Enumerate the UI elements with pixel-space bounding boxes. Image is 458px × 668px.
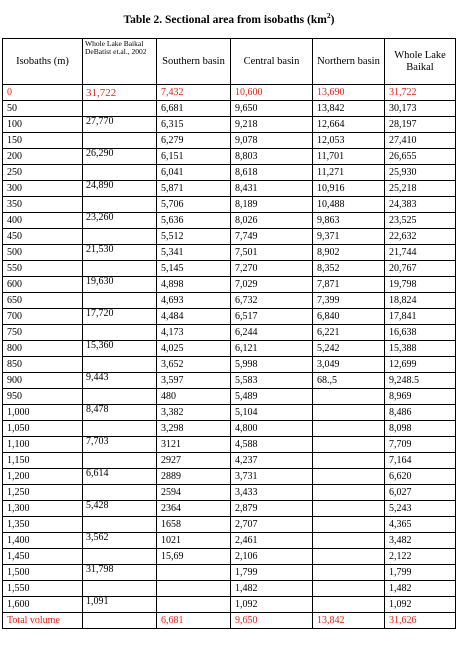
table-row: [3, 565, 456, 581]
isobath-cell: 900: [3, 373, 83, 389]
table-row: [3, 533, 456, 549]
whole-lake-cell: 15,388: [385, 341, 456, 357]
northern-cell: 13,842: [313, 613, 385, 629]
whole-lake-cell: 12,699: [385, 357, 456, 373]
table-row: [3, 85, 456, 101]
whole-lake-cell: 8,098: [385, 421, 456, 437]
southern-cell: 5,871: [157, 181, 231, 197]
isobath-cell: 550: [3, 261, 83, 277]
northern-cell: [313, 549, 385, 565]
isobath-cell: 850: [3, 357, 83, 373]
debatist-cell: 27,770: [83, 117, 157, 133]
central-cell: 8,431: [231, 181, 313, 197]
southern-cell: 6,041: [157, 165, 231, 181]
southern-cell: 2927: [157, 453, 231, 469]
central-cell: 2,879: [231, 501, 313, 517]
southern-cell: [157, 597, 231, 613]
whole-lake-cell: 17,841: [385, 309, 456, 325]
debatist-cell: 15,360: [83, 341, 157, 357]
southern-cell: 4,693: [157, 293, 231, 309]
table-row: [3, 597, 456, 613]
southern-cell: 6,151: [157, 149, 231, 165]
whole-lake-cell: 21,744: [385, 245, 456, 261]
debatist-cell: 1,091: [83, 597, 157, 613]
southern-cell: 480: [157, 389, 231, 405]
central-cell: 9,650: [231, 613, 313, 629]
whole-lake-cell: 23,525: [385, 213, 456, 229]
debatist-cell: [83, 229, 157, 245]
debatist-cell: 8,478: [83, 405, 157, 421]
table-row: [3, 165, 456, 181]
southern-cell: 6,681: [157, 101, 231, 117]
southern-cell: 1021: [157, 533, 231, 549]
table-row: [3, 181, 456, 197]
northern-cell: 10,916: [313, 181, 385, 197]
southern-cell: 3,298: [157, 421, 231, 437]
northern-cell: 8,352: [313, 261, 385, 277]
isobath-cell: 200: [3, 149, 83, 165]
southern-cell: 5,341: [157, 245, 231, 261]
whole-lake-cell: 1,092: [385, 597, 456, 613]
central-cell: 7,029: [231, 277, 313, 293]
central-cell: 4,800: [231, 421, 313, 437]
isobath-cell: 1,100: [3, 437, 83, 453]
whole-lake-cell: 30,173: [385, 101, 456, 117]
debatist-cell: [83, 101, 157, 117]
southern-cell: [157, 565, 231, 581]
isobath-cell: 0: [3, 85, 83, 101]
southern-cell: 5,512: [157, 229, 231, 245]
isobath-cell: 1,050: [3, 421, 83, 437]
southern-cell: 5,636: [157, 213, 231, 229]
southern-cell: 3,652: [157, 357, 231, 373]
isobath-cell: Total volume: [3, 613, 83, 629]
table-body: [3, 85, 456, 629]
table-row: [3, 133, 456, 149]
isobath-cell: 1,600: [3, 597, 83, 613]
debatist-cell: [83, 197, 157, 213]
isobath-cell: 1,000: [3, 405, 83, 421]
southern-cell: 2594: [157, 485, 231, 501]
debatist-cell: 17,720: [83, 309, 157, 325]
table-row: [3, 549, 456, 565]
northern-cell: 7,399: [313, 293, 385, 309]
southern-cell: 6,315: [157, 117, 231, 133]
table-row: [3, 277, 456, 293]
northern-cell: 12,664: [313, 117, 385, 133]
isobath-cell: 1,150: [3, 453, 83, 469]
table-title: [0, 11, 458, 26]
table-row: [3, 197, 456, 213]
debatist-cell: [83, 517, 157, 533]
northern-cell: [313, 405, 385, 421]
northern-cell: 13,842: [313, 101, 385, 117]
isobath-cell: 300: [3, 181, 83, 197]
isobath-cell: 950: [3, 389, 83, 405]
table-row: [3, 357, 456, 373]
central-cell: 1,799: [231, 565, 313, 581]
table-row: [3, 421, 456, 437]
debatist-cell: 31,798: [83, 565, 157, 581]
central-cell: 5,489: [231, 389, 313, 405]
central-cell: 7,749: [231, 229, 313, 245]
debatist-cell: [83, 133, 157, 149]
central-cell: 3,433: [231, 485, 313, 501]
southern-cell: 7,432: [157, 85, 231, 101]
northern-cell: 3,049: [313, 357, 385, 373]
debatist-cell: [83, 613, 157, 629]
table-row: [3, 245, 456, 261]
southern-cell: 15,69: [157, 549, 231, 565]
northern-cell: 7,871: [313, 277, 385, 293]
southern-cell: 3,597: [157, 373, 231, 389]
table-row: [3, 373, 456, 389]
southern-cell: 6,279: [157, 133, 231, 149]
northern-cell: [313, 501, 385, 517]
isobath-cell: 1,300: [3, 501, 83, 517]
table-row: [3, 581, 456, 597]
northern-cell: 13,690: [313, 85, 385, 101]
debatist-cell: [83, 325, 157, 341]
header-central-basin: Central basin: [231, 39, 313, 85]
whole-lake-cell: 6,027: [385, 485, 456, 501]
whole-lake-cell: 27,410: [385, 133, 456, 149]
isobath-cell: 100: [3, 117, 83, 133]
isobath-cell: 450: [3, 229, 83, 245]
isobath-cell: 1,550: [3, 581, 83, 597]
table-row: [3, 213, 456, 229]
whole-lake-cell: 25,218: [385, 181, 456, 197]
southern-cell: 5,706: [157, 197, 231, 213]
whole-lake-cell: 4,365: [385, 517, 456, 533]
debatist-cell: [83, 549, 157, 565]
header-row: [3, 39, 456, 85]
debatist-cell: 6,614: [83, 469, 157, 485]
debatist-cell: [83, 421, 157, 437]
whole-lake-cell: 16,638: [385, 325, 456, 341]
debatist-cell: 21,530: [83, 245, 157, 261]
northern-cell: 11,701: [313, 149, 385, 165]
whole-lake-cell: 28,197: [385, 117, 456, 133]
isobath-cell: 50: [3, 101, 83, 117]
central-cell: 5,104: [231, 405, 313, 421]
whole-lake-cell: 6,620: [385, 469, 456, 485]
debatist-cell: 23,260: [83, 213, 157, 229]
central-cell: 2,106: [231, 549, 313, 565]
table-row: [3, 293, 456, 309]
southern-cell: 4,173: [157, 325, 231, 341]
whole-lake-cell: 7,164: [385, 453, 456, 469]
northern-cell: 8,902: [313, 245, 385, 261]
northern-cell: 6,840: [313, 309, 385, 325]
central-cell: 2,461: [231, 533, 313, 549]
central-cell: 9,650: [231, 101, 313, 117]
isobath-cell: 1,500: [3, 565, 83, 581]
isobath-cell: 1,350: [3, 517, 83, 533]
northern-cell: [313, 469, 385, 485]
southern-cell: [157, 581, 231, 597]
central-cell: 6,121: [231, 341, 313, 357]
central-cell: 5,998: [231, 357, 313, 373]
debatist-cell: 24,890: [83, 181, 157, 197]
isobath-cell: 1,400: [3, 533, 83, 549]
northern-cell: [313, 485, 385, 501]
central-cell: 9,078: [231, 133, 313, 149]
whole-lake-cell: 8,486: [385, 405, 456, 421]
whole-lake-cell: 8,969: [385, 389, 456, 405]
isobath-cell: 800: [3, 341, 83, 357]
whole-lake-cell: 24,383: [385, 197, 456, 213]
header-northern-basin: Northern basin: [313, 39, 385, 85]
southern-cell: 3,382: [157, 405, 231, 421]
northern-cell: [313, 533, 385, 549]
northern-cell: 68.,5: [313, 373, 385, 389]
southern-cell: 2364: [157, 501, 231, 517]
sectional-area-table: [2, 38, 456, 629]
northern-cell: 5,242: [313, 341, 385, 357]
table-title-text: Table 2. Sectional area from isobaths (km: [123, 13, 327, 26]
debatist-cell: [83, 293, 157, 309]
central-cell: 4,237: [231, 453, 313, 469]
central-cell: 3,731: [231, 469, 313, 485]
isobath-cell: 500: [3, 245, 83, 261]
northern-cell: [313, 581, 385, 597]
debatist-cell: 19,630: [83, 277, 157, 293]
central-cell: 7,501: [231, 245, 313, 261]
southern-cell: 1658: [157, 517, 231, 533]
debatist-cell: [83, 581, 157, 597]
southern-cell: 4,484: [157, 309, 231, 325]
northern-cell: [313, 437, 385, 453]
isobath-cell: 700: [3, 309, 83, 325]
debatist-cell: 26,290: [83, 149, 157, 165]
header-whole-lake-baikal: Whole Lake Baikal: [385, 39, 456, 85]
debatist-cell: [83, 165, 157, 181]
isobath-cell: 350: [3, 197, 83, 213]
debatist-cell: [83, 389, 157, 405]
northern-cell: 6,221: [313, 325, 385, 341]
central-cell: 6,244: [231, 325, 313, 341]
southern-cell: 4,898: [157, 277, 231, 293]
table-row: [3, 517, 456, 533]
southern-cell: 4,025: [157, 341, 231, 357]
table-row: [3, 229, 456, 245]
debatist-cell: 7,703: [83, 437, 157, 453]
central-cell: 8,189: [231, 197, 313, 213]
isobath-cell: 650: [3, 293, 83, 309]
debatist-cell: 31,722: [83, 85, 157, 101]
northern-cell: [313, 597, 385, 613]
northern-cell: [313, 453, 385, 469]
table-row: [3, 405, 456, 421]
whole-lake-cell: 5,243: [385, 501, 456, 517]
northern-cell: 12,053: [313, 133, 385, 149]
southern-cell: 5,145: [157, 261, 231, 277]
central-cell: 10,600: [231, 85, 313, 101]
table-row: [3, 325, 456, 341]
central-cell: 8,618: [231, 165, 313, 181]
isobath-cell: 1,200: [3, 469, 83, 485]
whole-lake-cell: 31,722: [385, 85, 456, 101]
central-cell: 7,270: [231, 261, 313, 277]
table-row: [3, 149, 456, 165]
table-row: [3, 101, 456, 117]
central-cell: 8,803: [231, 149, 313, 165]
whole-lake-cell: 26,655: [385, 149, 456, 165]
isobath-cell: 750: [3, 325, 83, 341]
southern-cell: 6,681: [157, 613, 231, 629]
table-row: [3, 117, 456, 133]
southern-cell: 2889: [157, 469, 231, 485]
isobath-cell: 250: [3, 165, 83, 181]
central-cell: 2,707: [231, 517, 313, 533]
whole-lake-cell: 18,824: [385, 293, 456, 309]
table-title-close: ): [330, 13, 335, 26]
table-row: [3, 261, 456, 277]
central-cell: 8,026: [231, 213, 313, 229]
central-cell: 5,583: [231, 373, 313, 389]
debatist-cell: 3,562: [83, 533, 157, 549]
central-cell: 4,588: [231, 437, 313, 453]
whole-lake-cell: 3,482: [385, 533, 456, 549]
isobath-cell: 1,450: [3, 549, 83, 565]
isobath-cell: 600: [3, 277, 83, 293]
northern-cell: 11,271: [313, 165, 385, 181]
whole-lake-cell: 1,482: [385, 581, 456, 597]
table-row: [3, 485, 456, 501]
central-cell: 6,517: [231, 309, 313, 325]
whole-lake-cell: 22,632: [385, 229, 456, 245]
northern-cell: 9,863: [313, 213, 385, 229]
table-row: [3, 389, 456, 405]
header-southern-basin: Southern basin: [157, 39, 231, 85]
debatist-cell: 9,443: [83, 373, 157, 389]
northern-cell: [313, 389, 385, 405]
central-cell: 1,092: [231, 597, 313, 613]
northern-cell: [313, 421, 385, 437]
northern-cell: [313, 565, 385, 581]
header-whole-lake-debatist: Whole Lake Baikal DeBatist et.al., 2002: [83, 39, 157, 85]
central-cell: 6,732: [231, 293, 313, 309]
whole-lake-cell: 31,626: [385, 613, 456, 629]
isobath-cell: 400: [3, 213, 83, 229]
isobath-cell: 1,250: [3, 485, 83, 501]
debatist-cell: [83, 485, 157, 501]
southern-cell: 3121: [157, 437, 231, 453]
header-isobaths: Isobaths (m): [3, 39, 83, 85]
whole-lake-cell: 2,122: [385, 549, 456, 565]
northern-cell: 10,488: [313, 197, 385, 213]
central-cell: 9,218: [231, 117, 313, 133]
table-row: [3, 437, 456, 453]
northern-cell: 9,371: [313, 229, 385, 245]
table-row: [3, 469, 456, 485]
whole-lake-cell: 19,798: [385, 277, 456, 293]
debatist-cell: [83, 453, 157, 469]
table-row: [3, 501, 456, 517]
debatist-cell: [83, 357, 157, 373]
debatist-cell: [83, 261, 157, 277]
whole-lake-cell: 20,767: [385, 261, 456, 277]
total-row: [3, 613, 456, 629]
table-row: [3, 341, 456, 357]
table-row: [3, 453, 456, 469]
whole-lake-cell: 7,709: [385, 437, 456, 453]
isobath-cell: 150: [3, 133, 83, 149]
whole-lake-cell: 1,799: [385, 565, 456, 581]
table-title-superscript: 2: [326, 11, 331, 20]
table-row: [3, 309, 456, 325]
northern-cell: [313, 517, 385, 533]
central-cell: 1,482: [231, 581, 313, 597]
whole-lake-cell: 25,930: [385, 165, 456, 181]
whole-lake-cell: 9,248.5: [385, 373, 456, 389]
debatist-cell: 5,428: [83, 501, 157, 517]
